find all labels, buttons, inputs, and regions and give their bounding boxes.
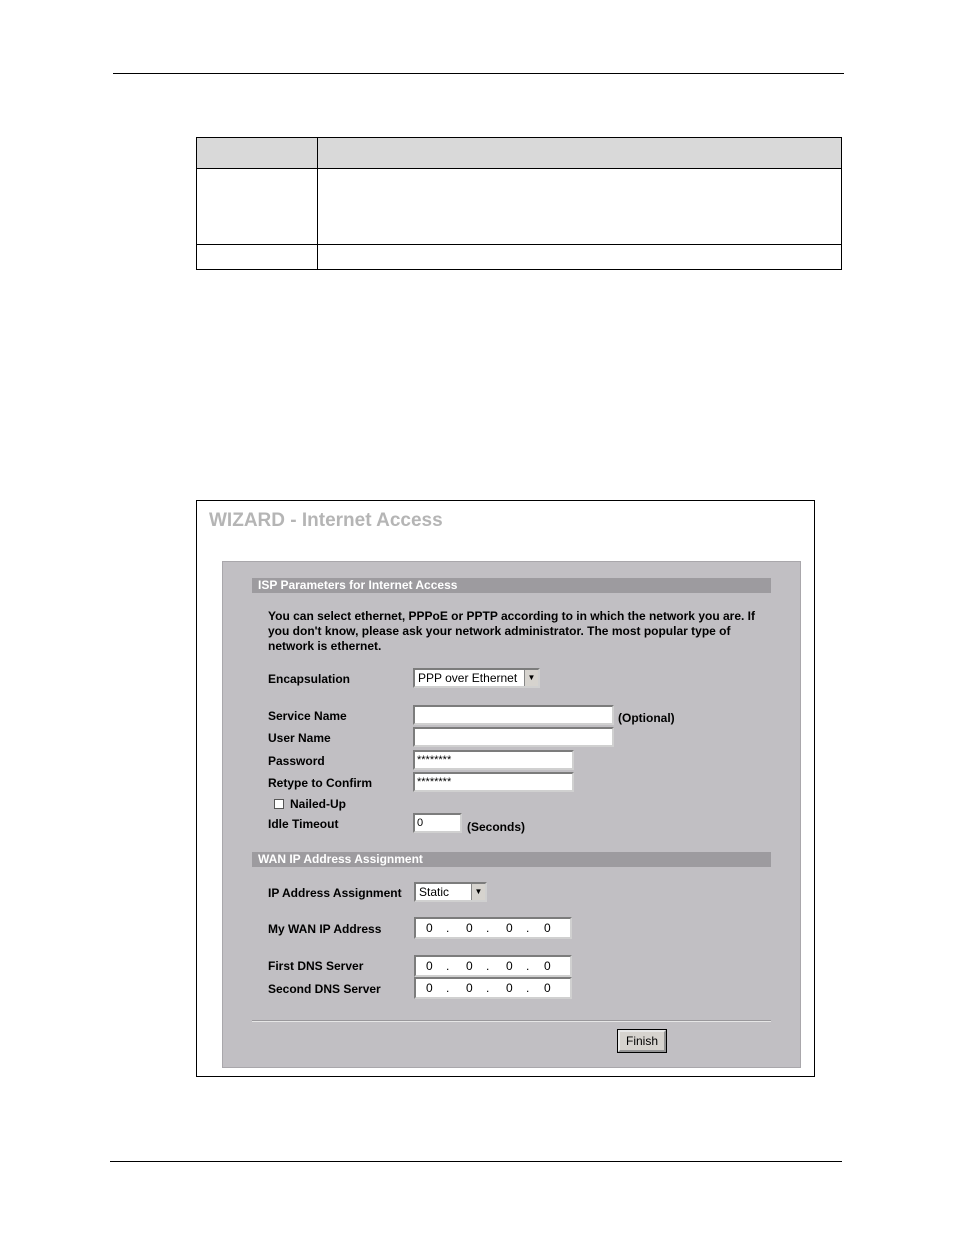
chevron-down-icon[interactable]: ▼	[524, 670, 538, 686]
wan-ip-label: My WAN IP Address	[268, 922, 382, 936]
table-header-row	[197, 138, 841, 169]
user-name-label: User Name	[268, 731, 331, 745]
dns2-label: Second DNS Server	[268, 982, 381, 996]
isp-section-header: ISP Parameters for Internet Access	[252, 578, 771, 593]
wan-section-header: WAN IP Address Assignment	[252, 852, 771, 867]
ip-assignment-label: IP Address Assignment	[268, 886, 402, 900]
idle-timeout-input[interactable]: 0	[413, 813, 462, 833]
ip-octet: 0	[426, 959, 433, 973]
service-name-label: Service Name	[268, 709, 347, 723]
chevron-down-icon[interactable]: ▼	[471, 884, 485, 900]
password-input[interactable]: ********	[413, 750, 574, 770]
intro-text: You can select ethernet, PPPoE or PPTP according to in which the network you are. If you don't know, please ask your network administrator. The most popular type of network is ethernet.	[268, 609, 755, 653]
ip-octet: 0	[466, 959, 473, 973]
retype-label: Retype to Confirm	[268, 776, 373, 790]
form-separator	[252, 1020, 771, 1022]
ip-octet: 0	[466, 921, 473, 935]
dns2-input[interactable]: 0 . 0 . 0 . 0	[414, 977, 572, 999]
retype-input[interactable]: ********	[413, 772, 574, 792]
service-name-input[interactable]	[413, 705, 614, 725]
ip-octet: 0	[426, 981, 433, 995]
idle-timeout-label: Idle Timeout	[268, 817, 339, 831]
nailed-up-checkbox[interactable]	[274, 799, 284, 809]
idle-timeout-unit: (Seconds)	[467, 820, 526, 834]
ip-assignment-select[interactable]	[414, 882, 487, 902]
ip-octet: 0	[544, 921, 551, 935]
wan-ip-input[interactable]: 0 . 0 . 0 . 0	[414, 917, 572, 939]
description-table	[196, 137, 842, 270]
encapsulation-select[interactable]	[413, 668, 540, 688]
wizard-title: WIZARD - Internet Access	[209, 510, 443, 531]
ip-assignment-value: Static	[419, 885, 450, 899]
table-column-divider	[317, 138, 318, 269]
ip-octet: 0	[544, 981, 551, 995]
ip-octet: 0	[544, 959, 551, 973]
ip-octet: 0	[466, 981, 473, 995]
dns1-input[interactable]: 0 . 0 . 0 . 0	[414, 955, 572, 977]
header-rule	[113, 73, 844, 74]
ip-octet: 0	[506, 921, 513, 935]
ip-octet: 0	[506, 981, 513, 995]
ip-octet: 0	[506, 959, 513, 973]
ip-octet: 0	[426, 921, 433, 935]
service-name-optional: (Optional)	[618, 711, 675, 725]
user-name-input[interactable]	[413, 727, 614, 747]
encapsulation-label: Encapsulation	[268, 672, 351, 686]
table-row-divider	[197, 244, 841, 245]
dns1-label: First DNS Server	[268, 959, 364, 973]
wizard-panel	[222, 561, 801, 1068]
footer-rule	[110, 1161, 842, 1162]
wizard-screenshot	[196, 500, 815, 1077]
nailed-up-label: Nailed-Up	[290, 797, 347, 811]
password-label: Password	[268, 754, 325, 768]
encapsulation-value: PPP over Ethernet	[418, 671, 518, 685]
finish-button[interactable]: Finish	[618, 1030, 666, 1052]
